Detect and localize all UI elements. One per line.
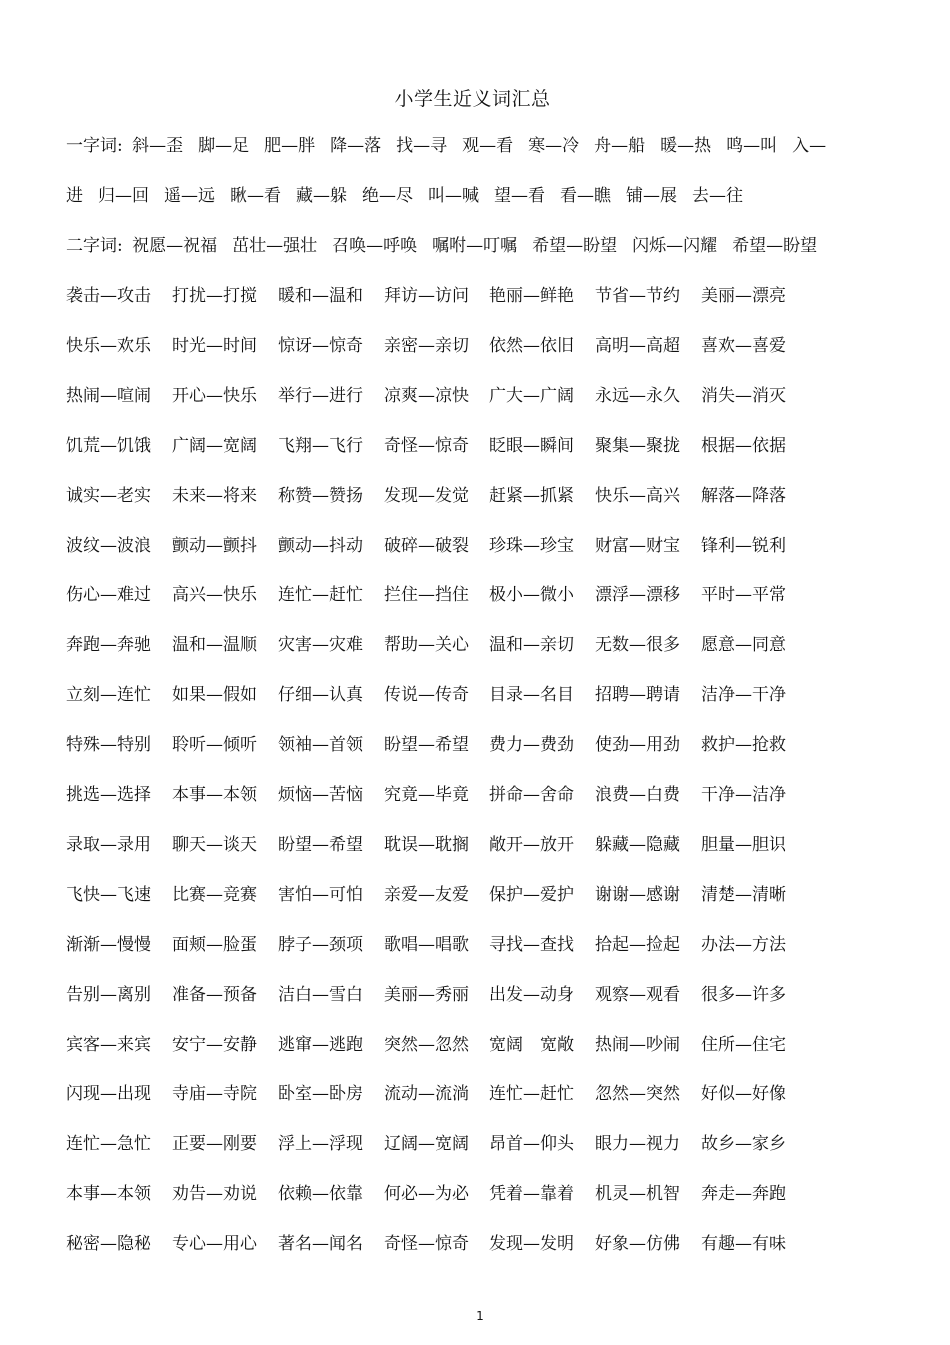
single-char-line-1 xyxy=(66,134,896,158)
synonym-pair: 希望—盼望 xyxy=(532,236,618,256)
synonym-row xyxy=(66,733,886,757)
synonym-pair: 锋利—锐利 xyxy=(701,535,786,556)
synonym-pair: 召唤—呼唤 xyxy=(332,236,418,256)
single-char-line-2 xyxy=(66,184,896,208)
synonym-pair: 录取—录用 xyxy=(66,834,151,855)
synonym-row xyxy=(66,484,886,508)
synonym-pair: 拦住—挡住 xyxy=(384,585,469,606)
synonym-pair: 时光—时间 xyxy=(172,335,257,356)
synonym-pair: 本事—本领 xyxy=(172,785,257,805)
synonym-pair: 依然—依旧 xyxy=(489,335,574,356)
synonym-pair: 浪费—白费 xyxy=(595,785,680,805)
synonym-pair: 遥—远 xyxy=(164,186,215,206)
synonym-pair: 飞翔—飞行 xyxy=(278,435,363,456)
synonym-pair: 浮上—浮现 xyxy=(278,1134,363,1155)
synonym-pair: 寻找—查找 xyxy=(489,934,574,955)
synonym-pair: 聚集—聚拢 xyxy=(595,435,680,456)
synonym-pair: 比赛—竞赛 xyxy=(172,884,257,905)
synonym-pair: 连忙—急忙 xyxy=(66,1134,151,1155)
synonym-pair: 洁白—雪白 xyxy=(278,984,363,1005)
synonym-pair: 本事—本领 xyxy=(66,1184,151,1205)
synonym-pair: 寺庙—寺院 xyxy=(172,1084,257,1105)
synonym-pair: 高兴—快乐 xyxy=(172,585,257,606)
synonym-pair: 宾客—来宾 xyxy=(66,1034,151,1055)
synonym-pair: 闪现—出现 xyxy=(66,1084,151,1105)
synonym-pair: 寒—冷 xyxy=(528,136,580,156)
synonym-pair: 鸣—叫 xyxy=(726,136,778,156)
synonym-pair: 斜—歪 xyxy=(132,136,184,156)
synonym-pair: 领袖—首领 xyxy=(278,735,363,756)
synonym-pair: 躲藏—隐藏 xyxy=(595,834,680,855)
synonym-row xyxy=(66,883,886,907)
synonym-pair: 破碎—破裂 xyxy=(384,535,469,556)
synonym-pair: 进 xyxy=(66,186,83,206)
synonym-row xyxy=(66,633,886,657)
synonym-pair: 温和—温顺 xyxy=(172,635,257,656)
synonym-pair: 艳丽—鲜艳 xyxy=(489,286,574,306)
synonym-pair: 究竟—毕竟 xyxy=(384,785,469,805)
synonym-pair: 突然—忽然 xyxy=(384,1034,469,1055)
synonym-pair: 目录—名目 xyxy=(489,685,574,706)
synonym-pair: 漂浮—漂移 xyxy=(595,585,680,606)
synonym-pair: 洁净—干净 xyxy=(701,685,786,706)
synonym-pair: 故乡—家乡 xyxy=(701,1134,786,1155)
synonym-pair: 秘密—隐秘 xyxy=(66,1234,151,1255)
synonym-pair: 依赖—依靠 xyxy=(278,1184,363,1205)
synonym-row xyxy=(66,284,886,308)
synonym-pair: 未来—将来 xyxy=(172,485,257,506)
synonym-pair: 发现—发觉 xyxy=(384,485,469,506)
synonym-pair: 平时—平常 xyxy=(701,585,786,606)
synonym-pair: 卧室—卧房 xyxy=(278,1084,363,1105)
synonym-pair: 称赞—赞扬 xyxy=(278,485,363,506)
synonym-pair: 美丽—秀丽 xyxy=(384,984,469,1005)
synonym-pair: 铺—展 xyxy=(626,186,677,206)
synonym-pair: 亲爱—友爱 xyxy=(384,884,469,905)
synonym-pair: 专心—用心 xyxy=(172,1234,257,1255)
synonym-pair: 奇怪—惊奇 xyxy=(384,435,469,456)
synonym-pair: 观—看 xyxy=(462,136,514,156)
synonym-pair: 面颊—脸蛋 xyxy=(172,934,257,955)
synonym-pair: 好似—好像 xyxy=(701,1084,786,1105)
synonym-pair: 奔走—奔跑 xyxy=(701,1184,786,1205)
synonym-pair: 飞快—飞速 xyxy=(66,884,151,905)
synonym-pair: 告别—离别 xyxy=(66,984,151,1005)
synonym-pair: 费力—费劲 xyxy=(489,735,574,756)
synonym-pair: 瞅—看 xyxy=(230,186,281,206)
synonym-pair: 舟—船 xyxy=(594,136,646,156)
synonym-pair: 宽阔 宽敞 xyxy=(489,1034,574,1055)
synonym-pair: 热闹—吵闹 xyxy=(595,1034,680,1055)
synonym-pair: 害怕—可怕 xyxy=(278,884,363,905)
synonym-pair: 清楚—清晰 xyxy=(701,884,786,905)
synonym-pair: 广阔—宽阔 xyxy=(172,435,257,456)
synonym-row xyxy=(66,1033,886,1057)
synonym-row xyxy=(66,683,886,707)
synonym-pair: 保护—爱护 xyxy=(489,884,574,905)
synonym-pair: 传说—传奇 xyxy=(384,685,469,706)
synonym-pair: 眨眼—瞬间 xyxy=(489,435,574,456)
synonym-pair: 机灵—机智 xyxy=(595,1184,680,1205)
synonym-pair: 颤动—抖动 xyxy=(278,535,363,556)
synonym-row xyxy=(66,983,886,1007)
synonym-pair: 聊天—谈天 xyxy=(172,834,257,855)
synonym-row xyxy=(66,1232,886,1256)
synonym-pair: 有趣—有味 xyxy=(701,1234,786,1255)
synonym-pair: 昂首—仰头 xyxy=(489,1134,574,1155)
synonym-pair: 干净—洁净 xyxy=(701,785,786,805)
synonym-pair: 开心—快乐 xyxy=(172,385,257,406)
synonym-row xyxy=(66,1082,886,1106)
synonym-pair: 出发—动身 xyxy=(489,984,574,1005)
synonym-pair: 盼望—希望 xyxy=(278,834,363,855)
synonym-pair: 拼命—舍命 xyxy=(489,785,574,805)
synonym-pair: 特殊—特别 xyxy=(66,735,151,756)
synonym-pair: 耽误—耽搁 xyxy=(384,834,469,855)
synonym-pair: 劝告—劝说 xyxy=(172,1184,257,1205)
synonym-pair: 袭击—攻击 xyxy=(66,286,151,306)
synonym-pair: 伤心—难过 xyxy=(66,585,151,606)
synonym-pair: 如果—假如 xyxy=(172,685,257,706)
synonym-pair: 望—看 xyxy=(494,186,545,206)
synonym-row xyxy=(66,534,886,558)
synonym-pair: 快乐—欢乐 xyxy=(66,335,151,356)
synonym-pair: 入— xyxy=(792,136,827,156)
synonym-pair: 嘱咐—叮嘱 xyxy=(432,236,518,256)
synonym-pair: 茁壮—强壮 xyxy=(232,236,318,256)
synonym-pair: 帮助—关心 xyxy=(384,635,469,656)
synonym-pair: 高明—高超 xyxy=(595,335,680,356)
synonym-pair: 诚实—老实 xyxy=(66,485,151,506)
synonym-pair: 连忙—赶忙 xyxy=(278,585,363,606)
synonym-pair: 广大—广阔 xyxy=(489,385,574,406)
synonym-pair: 安宁—安静 xyxy=(172,1034,257,1055)
synonym-pair: 发现—发明 xyxy=(489,1234,574,1255)
synonym-pair: 办法—方法 xyxy=(701,934,786,955)
synonym-pair: 极小—微小 xyxy=(489,585,574,606)
page-title: 小学生近义词汇总 xyxy=(394,88,551,110)
synonym-pair: 脖子—颈项 xyxy=(278,934,363,955)
synonym-pair: 敞开—放开 xyxy=(489,834,574,855)
synonym-pair: 渐渐—慢慢 xyxy=(66,934,151,955)
synonym-pair: 看—瞧 xyxy=(560,186,611,206)
synonym-pair: 奇怪—惊奇 xyxy=(384,1234,469,1255)
synonym-pair: 立刻—连忙 xyxy=(66,685,151,706)
synonym-pair: 胆量—胆识 xyxy=(701,834,786,855)
synonym-pair: 祝愿—祝福 xyxy=(132,236,218,256)
synonym-pair: 眼力—视力 xyxy=(595,1134,680,1155)
synonym-pair: 珍珠—珍宝 xyxy=(489,535,574,556)
synonym-pair: 聆听—倾听 xyxy=(172,735,257,756)
synonym-pair: 盼望—希望 xyxy=(384,735,469,756)
synonym-pair: 颤动—颤抖 xyxy=(172,535,257,556)
synonym-pair: 惊讶—惊奇 xyxy=(278,335,363,356)
synonym-pair: 忽然—突然 xyxy=(595,1084,680,1105)
synonym-row xyxy=(66,783,886,807)
synonym-pair: 饥荒—饥饿 xyxy=(66,435,151,456)
synonym-pair: 找—寻 xyxy=(396,136,448,156)
synonym-pair: 招聘—聘请 xyxy=(595,685,680,706)
synonym-pair: 温和—亲切 xyxy=(489,635,574,656)
synonym-row xyxy=(66,583,886,607)
synonym-pair: 喜欢—喜爱 xyxy=(701,335,786,356)
synonym-pair: 绝—尽 xyxy=(362,186,413,206)
synonym-pair: 打扰—打搅 xyxy=(172,286,257,306)
synonym-pair: 解落—降落 xyxy=(701,485,786,506)
synonym-pair: 财富—财宝 xyxy=(595,535,680,556)
synonym-pair: 亲密—亲切 xyxy=(384,335,469,356)
synonym-pair: 藏—躲 xyxy=(296,186,347,206)
synonym-pair: 希望—盼望 xyxy=(732,236,818,256)
synonym-pair: 永远—永久 xyxy=(595,385,680,406)
synonym-pair: 住所—住宅 xyxy=(701,1034,786,1055)
synonym-pair: 烦恼—苦恼 xyxy=(278,785,363,805)
synonym-pair: 逃窜—逃跑 xyxy=(278,1034,363,1055)
synonym-pair: 脚—足 xyxy=(198,136,250,156)
synonym-row xyxy=(66,1182,886,1206)
synonym-pair: 观察—观看 xyxy=(595,984,680,1005)
synonym-pair: 举行—进行 xyxy=(278,385,363,406)
synonym-row xyxy=(66,384,886,408)
synonym-pair: 奔跑—奔驰 xyxy=(66,635,151,656)
synonym-pair: 无数—很多 xyxy=(595,635,680,656)
synonym-pair: 归—回 xyxy=(98,186,149,206)
synonym-row xyxy=(66,334,886,358)
synonym-pair: 谢谢—感谢 xyxy=(595,884,680,905)
synonym-pair: 波纹—波浪 xyxy=(66,535,151,556)
synonym-pair: 去—往 xyxy=(692,186,743,206)
synonym-row xyxy=(66,434,886,458)
synonym-row xyxy=(66,1132,886,1156)
synonym-pair: 愿意—同意 xyxy=(701,635,786,656)
synonym-pair: 肥—胖 xyxy=(264,136,316,156)
synonym-pair: 好象—仿佛 xyxy=(595,1234,680,1255)
synonym-pair: 热闹—喧闹 xyxy=(66,385,151,406)
synonym-pair: 歌唱—唱歌 xyxy=(384,934,469,955)
synonym-pair: 准备—预备 xyxy=(172,984,257,1005)
synonym-pair: 救护—抢救 xyxy=(701,735,786,756)
synonym-pair: 美丽—漂亮 xyxy=(701,286,786,306)
synonym-pair: 赶紧—抓紧 xyxy=(489,485,574,506)
synonym-pair: 暖和—温和 xyxy=(278,286,363,306)
synonym-pair: 灾害—灾难 xyxy=(278,635,363,656)
synonym-pair: 闪烁—闪耀 xyxy=(632,236,718,256)
synonym-row xyxy=(66,833,886,857)
synonym-pair: 拜访—访问 xyxy=(384,286,469,306)
synonym-pair: 暖—热 xyxy=(660,136,712,156)
synonym-pair: 很多—许多 xyxy=(701,984,786,1005)
synonym-pair: 辽阔—宽阔 xyxy=(384,1134,469,1155)
synonym-pair: 正要—刚要 xyxy=(172,1134,257,1155)
synonym-pair: 凉爽—凉快 xyxy=(384,385,469,406)
synonym-pair: 流动—流淌 xyxy=(384,1084,469,1105)
double-char-line-1 xyxy=(66,234,896,258)
synonym-row xyxy=(66,933,886,957)
single-char-label: 一字词: xyxy=(66,136,123,156)
synonym-pair: 叫—喊 xyxy=(428,186,479,206)
double-char-label: 二字词: xyxy=(66,236,123,256)
synonym-pair: 快乐—高兴 xyxy=(595,485,680,506)
synonym-pair: 根据—依据 xyxy=(701,435,786,456)
synonym-pair: 凭着—靠着 xyxy=(489,1184,574,1205)
synonym-pair: 消失—消灭 xyxy=(701,385,786,406)
synonym-pair: 何必—为必 xyxy=(384,1184,469,1205)
synonym-pair: 降—落 xyxy=(330,136,382,156)
synonym-pair: 拾起—捡起 xyxy=(595,934,680,955)
synonym-pair: 连忙—赶忙 xyxy=(489,1084,574,1105)
synonym-pair: 使劲—用劲 xyxy=(595,735,680,756)
synonym-pair: 节省—节约 xyxy=(595,286,680,306)
synonym-pair: 著名—闻名 xyxy=(278,1234,363,1255)
synonym-pair: 仔细—认真 xyxy=(278,685,363,706)
page-number: 1 xyxy=(476,1309,484,1323)
synonym-pair: 挑选—选择 xyxy=(66,785,151,805)
